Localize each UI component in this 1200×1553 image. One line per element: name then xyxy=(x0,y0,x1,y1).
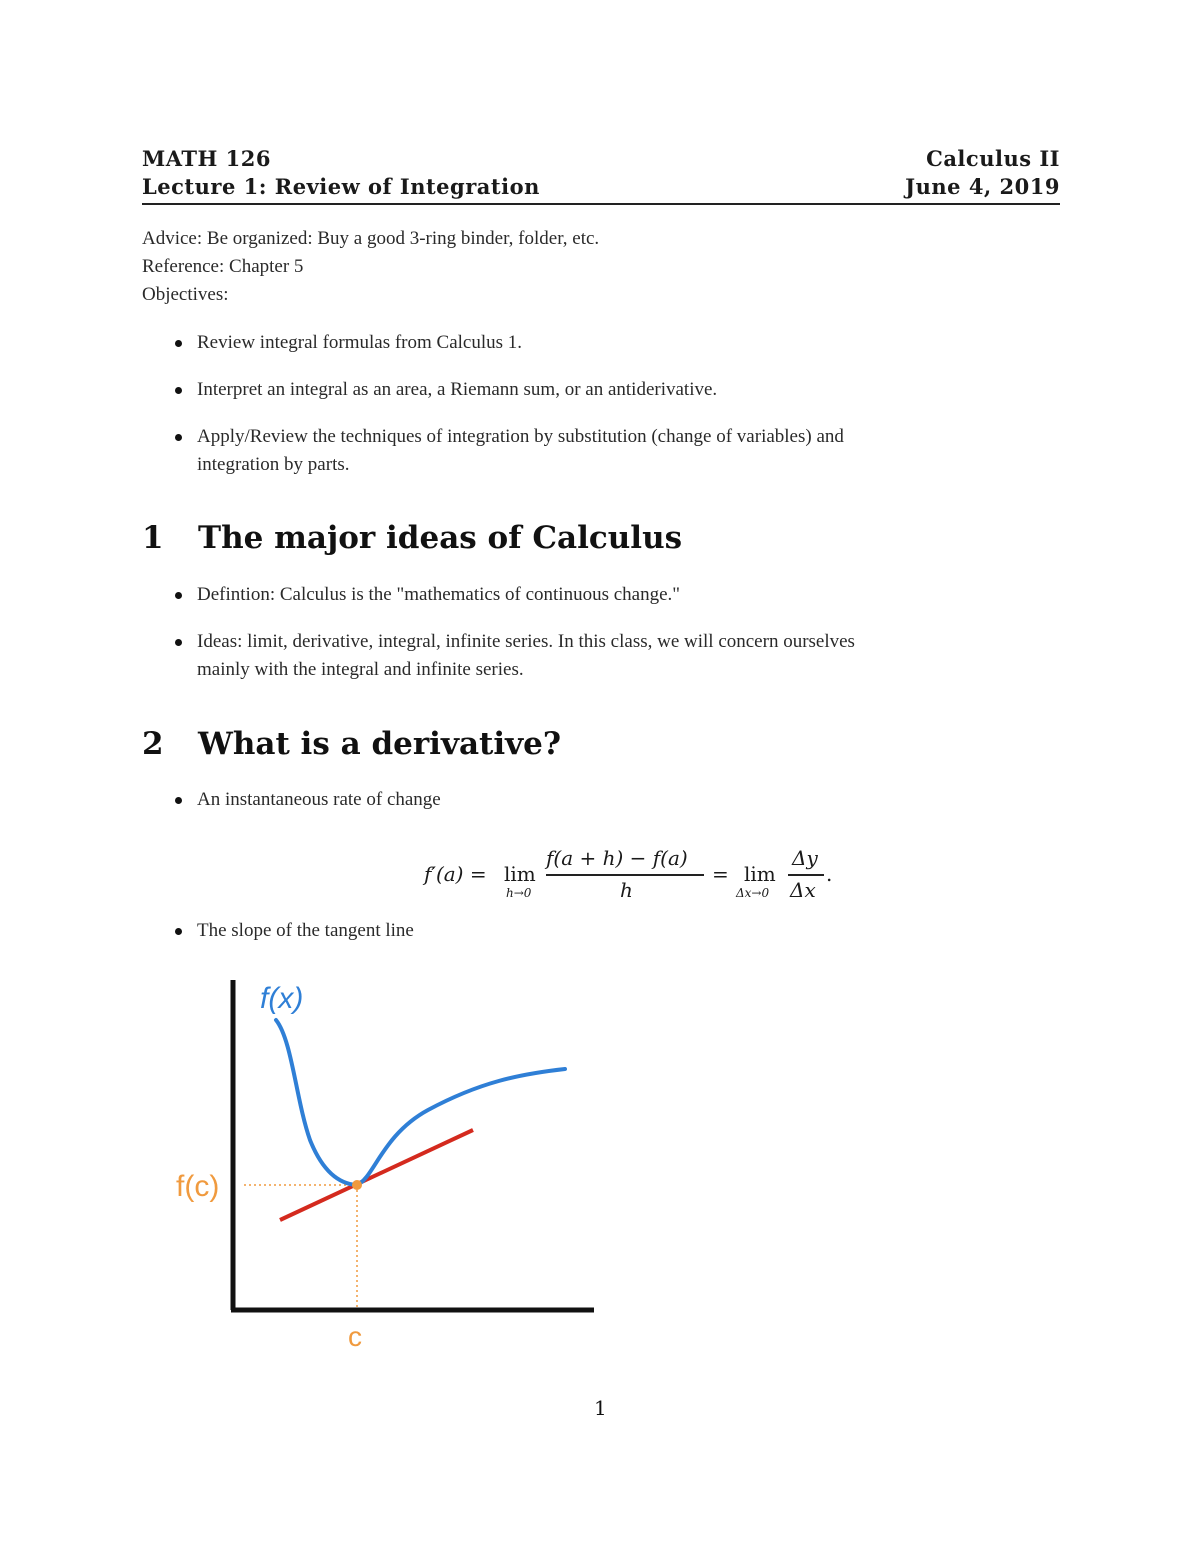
formula-num2: Δy xyxy=(792,846,818,870)
lecture-date: June 4, 2019 xyxy=(905,174,1060,199)
reference-line: Reference: Chapter 5 xyxy=(142,256,304,277)
formula-numerator: f(a + h) − f(a) xyxy=(546,846,688,870)
section-number: 2 xyxy=(142,726,164,762)
formula-equals: = xyxy=(712,862,729,886)
tangent-line xyxy=(280,1130,473,1220)
formula-period: . xyxy=(826,862,833,886)
section-2-bullet: An instantaneous rate of change xyxy=(197,785,441,814)
formula-sub1: h→0 xyxy=(506,886,532,900)
objective-continuation: integration by parts. xyxy=(197,454,350,475)
formula-lhs: f′(a) = xyxy=(424,862,487,886)
tangent-point-marker xyxy=(352,1180,362,1190)
course-code: MATH 126 xyxy=(142,146,272,171)
section-1-bullet: Ideas: limit, derivative, integral, infinite series. In this class, we will concern ourselves xyxy=(197,627,855,656)
formula-lim: lim xyxy=(504,862,536,886)
objective-item: Review integral formulas from Calculus 1. xyxy=(197,328,522,357)
objective-item: Apply/Review the techniques of integration by substitution (change of variables) and xyxy=(197,422,844,451)
c-label: c xyxy=(348,1321,362,1352)
advice-line: Advice: Be organized: Buy a good 3-ring binder, folder, etc. xyxy=(142,228,600,249)
section-1-bullet: Defintion: Calculus is the "mathematics of continuous change." xyxy=(197,580,680,609)
function-curve xyxy=(276,1020,565,1185)
page-number: 1 xyxy=(594,1396,607,1420)
header-rule xyxy=(142,203,1060,205)
formula-den2: Δx xyxy=(790,878,816,902)
fc-label: f(c) xyxy=(176,1170,220,1203)
formula-lim2: lim xyxy=(744,862,776,886)
section-number: 1 xyxy=(142,520,164,556)
course-subject: Calculus II xyxy=(926,146,1060,171)
lecture-title: Lecture 1: Review of Integration xyxy=(142,174,540,199)
objectives-label: Objectives: xyxy=(142,284,229,305)
section-1-continuation: mainly with the integral and infinite series. xyxy=(197,659,524,680)
section-title: The major ideas of Calculus xyxy=(198,520,683,556)
tangent-figure xyxy=(160,970,620,1360)
fx-label: f(x) xyxy=(260,982,304,1015)
formula-denominator: h xyxy=(620,878,633,902)
derivative-formula xyxy=(420,842,840,902)
section-title: What is a derivative? xyxy=(198,726,562,762)
fraction-bar-2 xyxy=(788,874,824,876)
fraction-bar xyxy=(546,874,704,876)
objective-item: Interpret an integral as an area, a Riemann sum, or an antiderivative. xyxy=(197,375,717,404)
formula-sub2: Δx→0 xyxy=(736,886,770,900)
section-2-bullet: The slope of the tangent line xyxy=(197,916,414,945)
